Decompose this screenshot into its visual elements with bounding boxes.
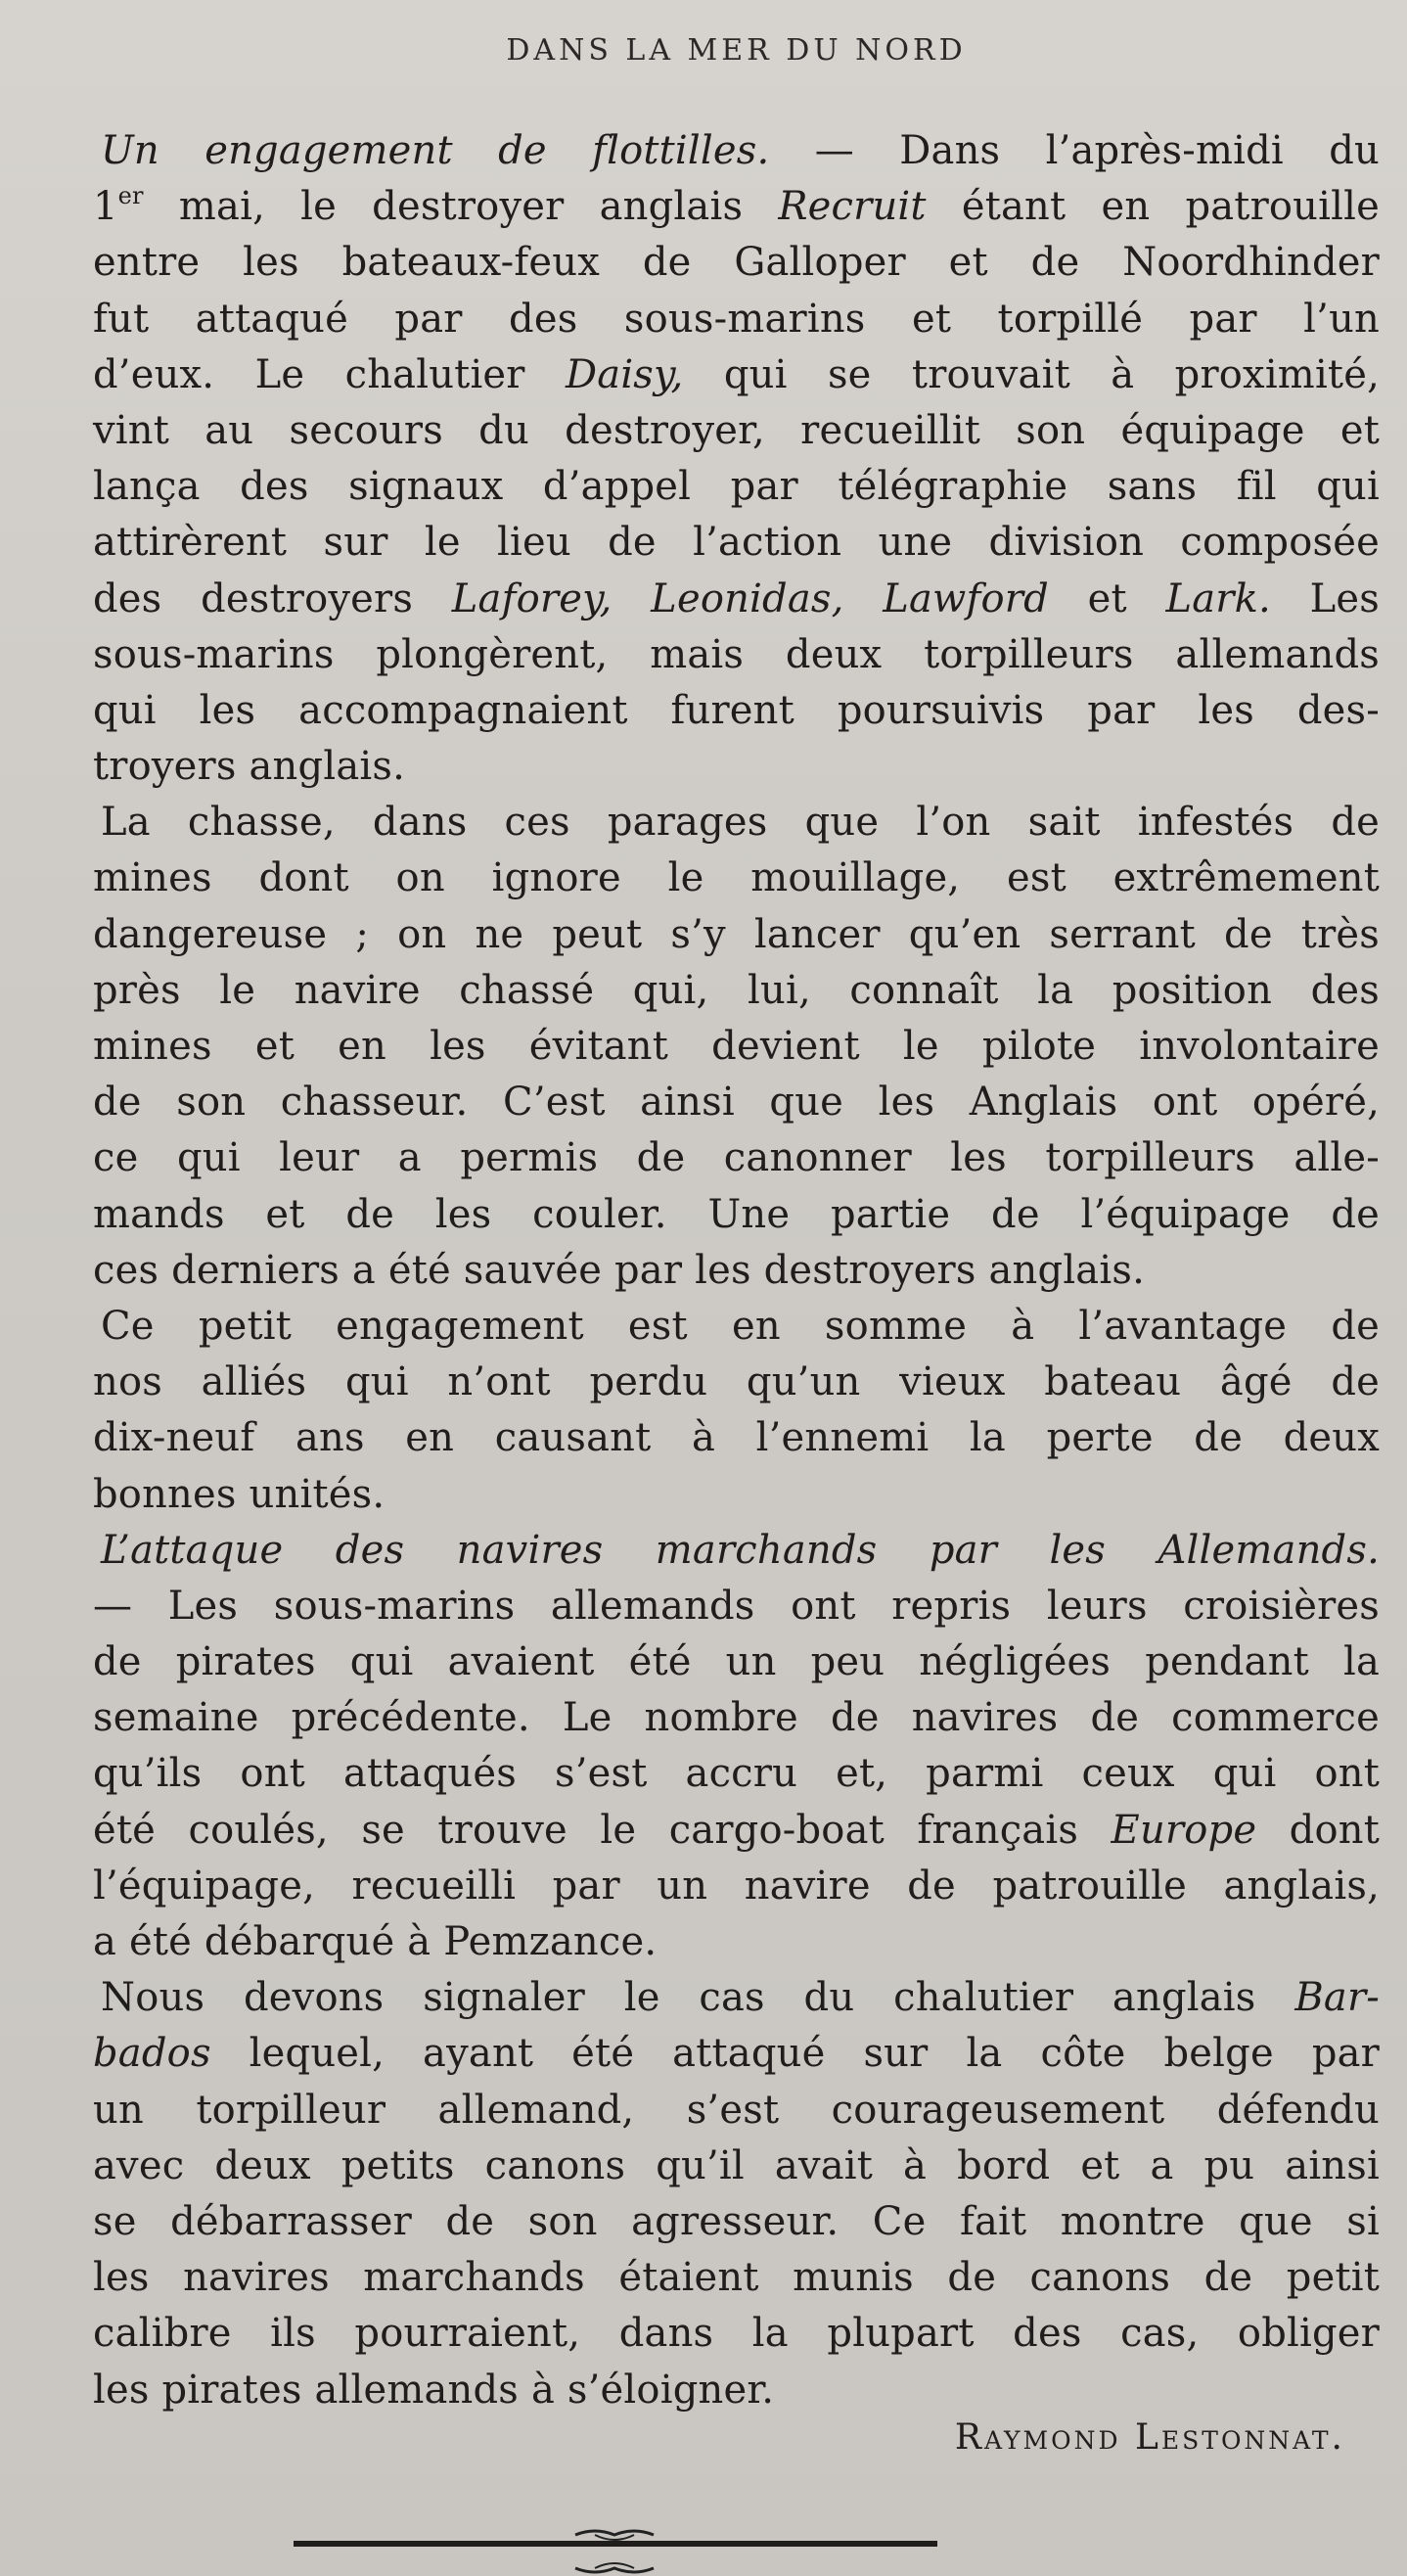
text-run: nos alliés qui n’ont perdu qu’un vieux bateau âgé de <box>93 1359 1380 1405</box>
text-line <box>93 1130 1380 1186</box>
text-run: Nous devons signaler le cas du chalutier anglais <box>101 1975 1295 2021</box>
text-line <box>93 2250 1380 2306</box>
text-run: qui se trouvait à proximité, <box>683 351 1380 397</box>
text-run: 1 <box>93 184 118 230</box>
text-run: vint au secours du destroyer, recueillit son équipage et <box>93 407 1380 453</box>
text-line <box>93 795 1380 851</box>
text-line <box>93 2083 1380 2139</box>
text-run: été coulés, se trouve le cargo-boat français <box>93 1807 1112 1853</box>
text-run: de pirates qui avaient été un peu négligées pendant la <box>93 1639 1380 1685</box>
text-run: avec deux petits canons qu’il avait à bord et a pu ainsi <box>93 2142 1380 2188</box>
superscript: er <box>117 182 144 210</box>
text-run: La chasse, dans ces parages que l’on sait infestés de <box>101 800 1380 846</box>
italic-run: Europe <box>1111 1807 1257 1853</box>
text-run: d’eux. Le chalutier <box>93 351 566 397</box>
text-line <box>93 1243 1380 1299</box>
text-run: les pirates allemands à s’éloigner. <box>93 2367 775 2413</box>
italic-run: Daisy, <box>566 351 684 397</box>
text-line <box>93 1579 1380 1634</box>
text-run: dix-neuf ans en causant à l’ennemi la perte de deux <box>93 1415 1380 1461</box>
text-line <box>93 179 1380 235</box>
text-run: dangereuse ; on ne peut s’y lancer qu’en serrant de très <box>93 911 1380 957</box>
text-run: près le navire chassé qui, lui, connaît la position des <box>93 967 1380 1013</box>
text-line <box>93 1690 1380 1746</box>
text-run: troyers anglais. <box>93 744 406 790</box>
text-run: bonnes unités. <box>93 1471 386 1517</box>
text-run: ce qui leur a permis de canonner les torpilleurs alle- <box>93 1135 1380 1181</box>
italic-run: Recruit <box>778 184 927 230</box>
text-line <box>93 1746 1380 1802</box>
text-run: des destroyers <box>93 575 452 621</box>
text-run: l’équipage, recueilli par un navire de patrouille anglais, <box>93 1863 1380 1909</box>
text-run: semaine précédente. Le nombre de navires de commerce <box>93 1695 1380 1741</box>
text-line <box>93 1075 1380 1130</box>
text-line <box>93 2306 1380 2362</box>
text-run: dont <box>1256 1807 1380 1853</box>
text-run: lança des signaux d’appel par télégraphie sans fil qui <box>93 464 1380 510</box>
text-run: de son chasseur. C’est ainsi que les Anglais ont opéré, <box>93 1080 1380 1126</box>
author-signature: Raymond Lestonnat. <box>954 2417 1345 2458</box>
text-line <box>93 907 1380 963</box>
article-body <box>93 123 1380 2418</box>
text-line <box>93 292 1380 347</box>
text-run: mines et en les évitant devient le pilote involontaire <box>93 1024 1380 1069</box>
text-line <box>93 1355 1380 1410</box>
text-line <box>93 515 1380 571</box>
text-run: — Les sous-marins allemands ont repris leurs croisières <box>93 1583 1380 1629</box>
text-line <box>93 347 1380 403</box>
text-run: étant en patrouille <box>926 184 1380 230</box>
text-run: attirèrent sur le lieu de l’action une division composée <box>93 520 1380 566</box>
text-line <box>93 739 1380 795</box>
text-line <box>93 123 1380 179</box>
text-line <box>93 1410 1380 1466</box>
text-run: mands et de les couler. Une partie de l’équipage de <box>93 1191 1380 1237</box>
text-run: se débarrasser de son agresseur. Ce fait montre que si <box>93 2198 1380 2244</box>
text-run: entre les bateaux-feux de Galloper et de Noordhinder <box>93 240 1380 286</box>
text-line <box>93 1803 1380 1859</box>
italic-run: L’attaque des navires marchands par les Allemands. <box>101 1527 1380 1573</box>
text-run: mai, le destroyer anglais <box>143 184 779 230</box>
text-run: qu’ils ont attaqués s’est accru et, parmi ceux qui ont <box>93 1751 1380 1797</box>
text-run: Les <box>1270 575 1380 621</box>
text-line <box>93 683 1380 739</box>
text-run: un torpilleur allemand, s’est courageusement défendu <box>93 2087 1380 2133</box>
ornament-flourish-icon <box>566 2525 663 2576</box>
text-run: qui les accompagnaient furent poursuivis par les des- <box>93 687 1380 733</box>
text-run: et <box>1048 575 1166 621</box>
text-line <box>93 627 1380 683</box>
text-run: mines dont on ignore le mouillage, est extrêmement <box>93 855 1380 901</box>
text-line <box>93 2194 1380 2250</box>
text-run: calibre ils pourraient, dans la plupart des cas, obliger <box>93 2311 1380 2357</box>
text-line <box>93 459 1380 515</box>
text-line <box>93 403 1380 459</box>
book-page <box>93 0 1380 2576</box>
text-line <box>93 1970 1380 2026</box>
text-line <box>93 1299 1380 1355</box>
text-run: — Dans l’après-midi du <box>769 128 1381 173</box>
text-line <box>93 1859 1380 1914</box>
closing-rule <box>294 2541 937 2547</box>
text-line <box>93 2139 1380 2194</box>
text-line <box>93 1914 1380 1970</box>
italic-run: Bar- <box>1294 1975 1380 2021</box>
text-run: sous-marins plongèrent, mais deux torpilleurs allemands <box>93 631 1380 677</box>
text-run: Ce petit engagement est en somme à l’avantage de <box>101 1303 1380 1349</box>
text-line <box>93 572 1380 627</box>
text-run: les navires marchands étaient munis de canons de petit <box>93 2255 1380 2301</box>
text-line <box>93 851 1380 906</box>
text-line <box>93 2363 1380 2418</box>
text-line <box>93 1634 1380 1690</box>
running-head: DANS LA MER DU NORD <box>506 33 967 68</box>
text-run: a été débarqué à Pemzance. <box>93 1919 658 1964</box>
italic-run: Lark. <box>1165 575 1271 621</box>
text-line <box>93 1523 1380 1579</box>
text-line <box>93 2026 1380 2082</box>
italic-run: Laforey, Leonidas, Lawford <box>451 575 1049 621</box>
text-run: ces derniers a été sauvée par les destroyers anglais. <box>93 1247 1145 1293</box>
text-run: fut attaqué par des sous-marins et torpillé par l’un <box>93 296 1380 342</box>
text-run: lequel, ayant été attaqué sur la côte belge par <box>210 2031 1380 2077</box>
italic-run: bados <box>93 2031 211 2077</box>
text-line <box>93 1467 1380 1523</box>
italic-run: Un engagement de flottilles. <box>101 128 770 173</box>
text-line <box>93 1019 1380 1075</box>
text-line <box>93 1187 1380 1243</box>
text-line <box>93 235 1380 291</box>
text-line <box>93 963 1380 1019</box>
